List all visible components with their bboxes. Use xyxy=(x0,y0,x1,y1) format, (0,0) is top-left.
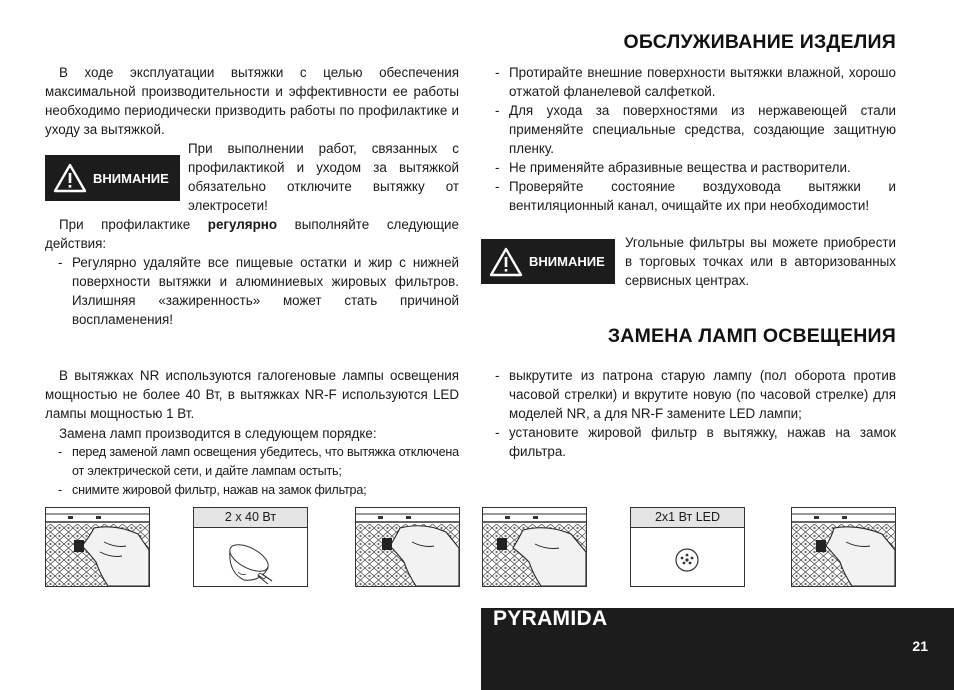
list-item: - Не применяйте абразивные вещества и растворители. xyxy=(495,158,896,177)
filter-removal-figure-2 xyxy=(355,507,460,587)
list-item: - установите жировой фильтр в вытяжку, нажав на замок фильтра. xyxy=(495,423,896,461)
warning-text-2: Угольные фильтры вы можете приобрести в торговых точках или в авторизованных сервисных центрах. xyxy=(625,235,896,288)
list-item: - Для ухода за поверхностями из нержавеющей стали применяйте специальные средства, создающие защитную пленку. xyxy=(495,101,896,158)
filter-removal-figure-4 xyxy=(791,507,896,587)
warning-label: ВНИМАНИЕ xyxy=(529,254,605,269)
warning-triangle-icon xyxy=(53,163,87,193)
led-caption: 2x1 Вт LED xyxy=(631,508,744,528)
hand-filter-illustration xyxy=(792,508,895,586)
warning-box xyxy=(45,155,180,201)
maintenance-intro: В ходе эксплуатации вытяжки с целью обеспечения максимальной производительности и эффективности ее работы необходимо периодически призводить работы по профилактике и уходу за вытяжкой. xyxy=(45,65,459,137)
lamps-intro: В вытяжках NR используются галогеновые лампы освещения мощностью не более 40 Вт, в вытяжках NR-F используются LED лампы мощностью 1 Вт. xyxy=(45,368,459,421)
filter-removal-figure-1 xyxy=(45,507,150,587)
brand-logo: PYRAMIDA xyxy=(493,607,608,630)
hand-filter-illustration xyxy=(356,508,459,586)
list-item: - Протирайте внешние поверхности вытяжки влажной, хорошо отжатой фланелевой салфеткой. xyxy=(495,63,896,101)
hand-filter-illustration xyxy=(483,508,586,586)
lamps-order: Замена ламп производится в следующем порядке: xyxy=(59,426,377,441)
maintenance-heading: ОБСЛУЖИВАНИЕ ИЗДЕЛИЯ xyxy=(623,31,896,53)
maintenance-left-list xyxy=(58,253,459,329)
halogen-caption: 2 x 40 Вт xyxy=(194,508,307,528)
page-footer xyxy=(481,608,954,690)
list-item: - выкрутите из патрона старую лампу (пол оборота против часовой стрелки) и вкрутите новую (по часовой стрелке) для моделей NR, а для NR-F замените LED лампи; xyxy=(495,366,896,423)
warning-triangle-icon xyxy=(489,247,523,277)
warning-box-2 xyxy=(481,239,615,284)
filter-removal-figure-3 xyxy=(482,507,587,587)
halogen-lamp-figure xyxy=(193,507,308,587)
warning-text: При выполнении работ, связанных с профилактикой и уходом за вытяжкой обязательно отключите вытяжку от электросети! xyxy=(188,141,459,213)
lamps-right-list xyxy=(495,366,896,461)
maintenance-right-list xyxy=(495,63,896,215)
halogen-lamp-icon xyxy=(194,528,307,587)
lamps-heading: ЗАМЕНА ЛАМП ОСВЕЩЕНИЯ xyxy=(607,325,896,347)
led-lamp-icon xyxy=(631,528,744,587)
list-item: - снимите жировой фильтр, нажав на замок фильтра; xyxy=(58,481,459,500)
led-lamp-figure xyxy=(630,507,745,587)
hand-filter-illustration xyxy=(46,508,149,586)
page-number: 21 xyxy=(912,638,928,654)
lamps-left-list xyxy=(58,443,459,500)
regular-actions-intro: При профилактике регулярно выполняйте следующие действия: xyxy=(45,217,459,251)
list-item: - Регулярно удаляйте все пищевые остатки и жир с нижней поверхности вытяжки и алюминиевых жировых фильтров. Излишняя «зажиренность» может стать причиной воспламенения! xyxy=(58,253,459,329)
warning-label: ВНИМАНИЕ xyxy=(93,170,169,186)
list-item: - Проверяйте состояние воздуховода вытяжки и вентиляционный канал, очищайте их при необходимости! xyxy=(495,177,896,215)
list-item: - перед заменой ламп освещения убедитесь, что вытяжка отключена от электрической сети, и дайте лампам остыть; xyxy=(58,443,459,481)
